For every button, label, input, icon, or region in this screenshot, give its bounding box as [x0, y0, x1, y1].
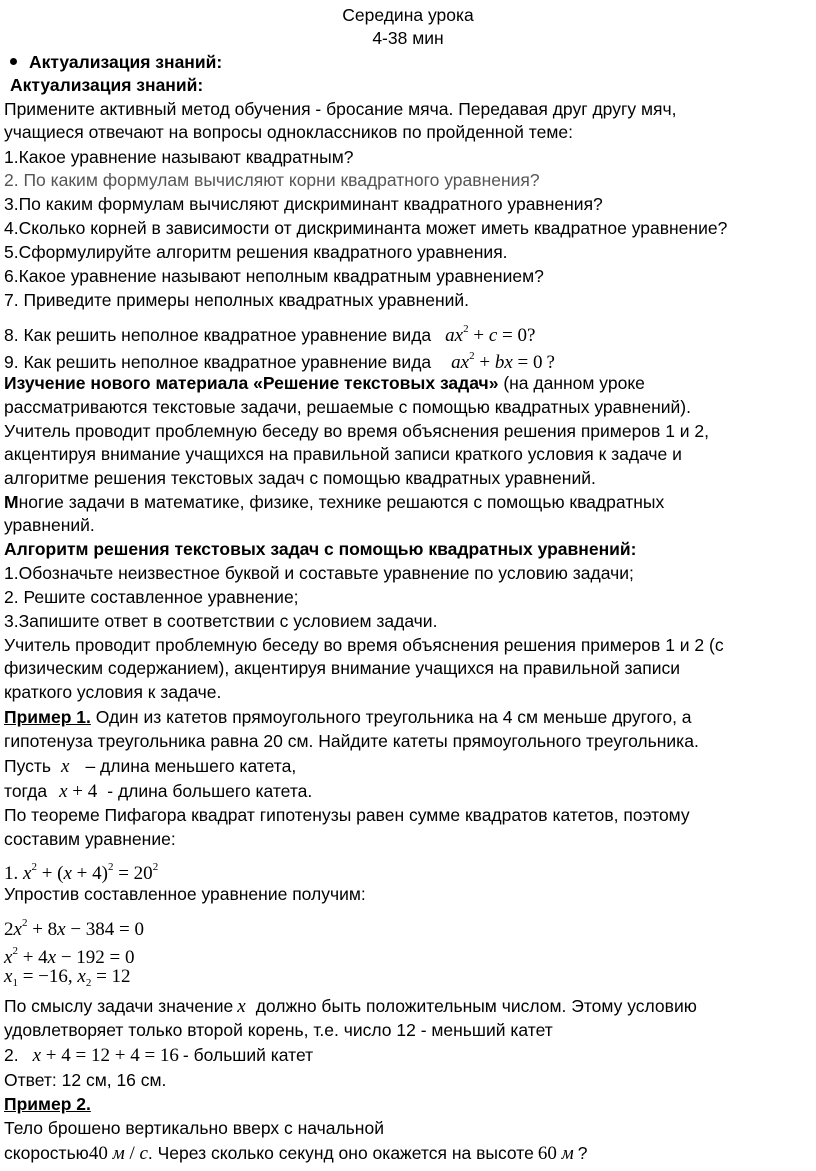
paragraph-line: учащиеся отвечают на вопросы одноклассников по пройденной теме:: [4, 122, 573, 142]
equation-1: 1. $x^2 + (x + 4)^2 = 20^2$: [4, 861, 159, 884]
formula: $2x^2 + 8x - 384 = 0$: [4, 917, 145, 940]
section-heading-actualization: Актуализация знаний:: [10, 75, 204, 95]
paragraph-line: физическим содержанием), акцентируя внимание учащихся на правильной записи: [4, 658, 681, 678]
answer-line: Ответ: 12 см, 16 см.: [4, 1070, 167, 1090]
formula: $x_1 = -16$, $x_2 = 12$: [4, 966, 131, 989]
question-9: 9. Как решить неполное квадратное уравнение вида $ax^2$ + bx = 0 ?: [4, 350, 555, 373]
formula: x + 4: [59, 781, 98, 802]
algorithm-step-2: 2. Решите составленное уравнение;: [4, 587, 299, 607]
step-2-line: 2. x + 4 = 12 + 4 = 16 - больший катет: [4, 1045, 314, 1066]
formula: $ax^2 + c = 0$: [445, 323, 527, 346]
formula: $x^2 + 4x - 192 = 0$: [4, 945, 135, 968]
paragraph-line: краткого условия к задаче.: [4, 682, 222, 702]
bullet-icon: [10, 58, 17, 65]
paragraph-line: Учитель проводит проблемную беседу во время объяснения решения примеров 1 и 2 (с: [4, 635, 724, 655]
example-1-statement: Пример 1. Один из катетов прямоугольного треугольника на 4 см меньше другого, а: [4, 707, 692, 727]
algorithm-step-3: 3.Запишите ответ в соответствии с условием задачи.: [4, 611, 438, 631]
paragraph-line: гипотенуза треугольника равна 20 см. Найдите катеты прямоугольного треугольника.: [4, 731, 699, 751]
formula: x: [237, 996, 246, 1017]
paragraph-line: Учитель проводит проблемную беседу во время объяснения решения примеров 1 и 2,: [4, 421, 710, 441]
paragraph-line: удовлетворяет только второй корень, т.е. число 12 - меньший катет: [4, 1020, 553, 1040]
paragraph-line: скоростью40 м / с. Через сколько секунд оно окажется на высоте 60 м ?: [4, 1143, 588, 1164]
question-5: 5.Сформулируйте алгоритм решения квадратного уравнения.: [4, 242, 508, 262]
formula: $x^2 + (x + 4)^2 = 20^2$: [23, 861, 159, 884]
example-2-label: Пример 2.: [4, 1094, 91, 1114]
paragraph-line: уравнений.: [4, 515, 95, 535]
example-1-label: Пример 1.: [4, 707, 91, 727]
paragraph-line: По теореме Пифагора квадрат гипотенузы равен сумме квадратов катетов, поэтому: [4, 805, 690, 825]
section-heading-new-material: Изучение нового материала «Решение текстовых задач» (на данном уроке: [4, 373, 645, 393]
formula: $ax^2$ + bx = 0: [451, 350, 543, 373]
section-heading-algorithm: Алгоритм решения текстовых задач с помощью квадратных уравнений:: [4, 539, 637, 559]
paragraph-line: Многие задачи в математике, физике, технике решаются с помощью квадратных: [4, 492, 665, 512]
let-line: Пусть x – длина меньшего катета,: [4, 756, 297, 777]
paragraph-line: составим уравнение:: [4, 829, 176, 849]
formula: x + 4 = 12 + 4 = 16: [32, 1045, 179, 1066]
paragraph-line: По смыслу задачи значение x должно быть положительным числом. Этому условию: [4, 996, 697, 1017]
question-1: 1.Какое уравнение называют квадратным?: [4, 147, 354, 167]
paragraph-line: Упростив составленное уравнение получим:: [4, 884, 366, 904]
paragraph-line: Тело брошено вертикально вверх с начальной: [4, 1118, 384, 1138]
paragraph-line: рассматриваются текстовые задачи, решаемые с помощью квадратных уравнений).: [4, 397, 691, 417]
paragraph-line: акцентируя внимание учащихся на правильной записи краткого условия к задаче и: [4, 444, 682, 464]
question-6: 6.Какое уравнение называют неполным квадратным уравнением?: [4, 266, 544, 286]
question-2: 2. По каким формулам вычисляют корни квадратного уравнения?: [4, 170, 540, 190]
question-8: 8. Как решить неполное квадратное уравнение вида $ax^2 + c = 0$?: [4, 323, 536, 346]
question-3: 3.По каким формулам вычисляют дискриминант квадратного уравнения?: [4, 194, 603, 214]
algorithm-step-1: 1.Обозначьте неизвестное буквой и составьте уравнение по условию задачи;: [4, 563, 634, 583]
page-title: Середина урока: [342, 5, 474, 25]
formula: x: [61, 756, 70, 777]
paragraph-line: Примените активный метод обучения - бросание мяча. Передавая друг другу мяч,: [4, 99, 677, 119]
question-7: 7. Приведите примеры неполных квадратных уравнений.: [4, 290, 470, 310]
formula: 60 м: [537, 1143, 574, 1164]
bullet-heading: Актуализация знаний:: [4, 51, 222, 73]
paragraph-line: алгоритме решения текстовых задач с помощью квадратных уравнений.: [4, 468, 596, 488]
question-4: 4.Сколько корней в зависимости от дискриминанта может иметь квадратное уравнение?: [4, 218, 728, 238]
then-line: тогда x + 4 - длина большего катета.: [4, 781, 313, 802]
formula: 40 м / с: [88, 1143, 148, 1164]
time-range: 4-38 мин: [372, 28, 444, 48]
